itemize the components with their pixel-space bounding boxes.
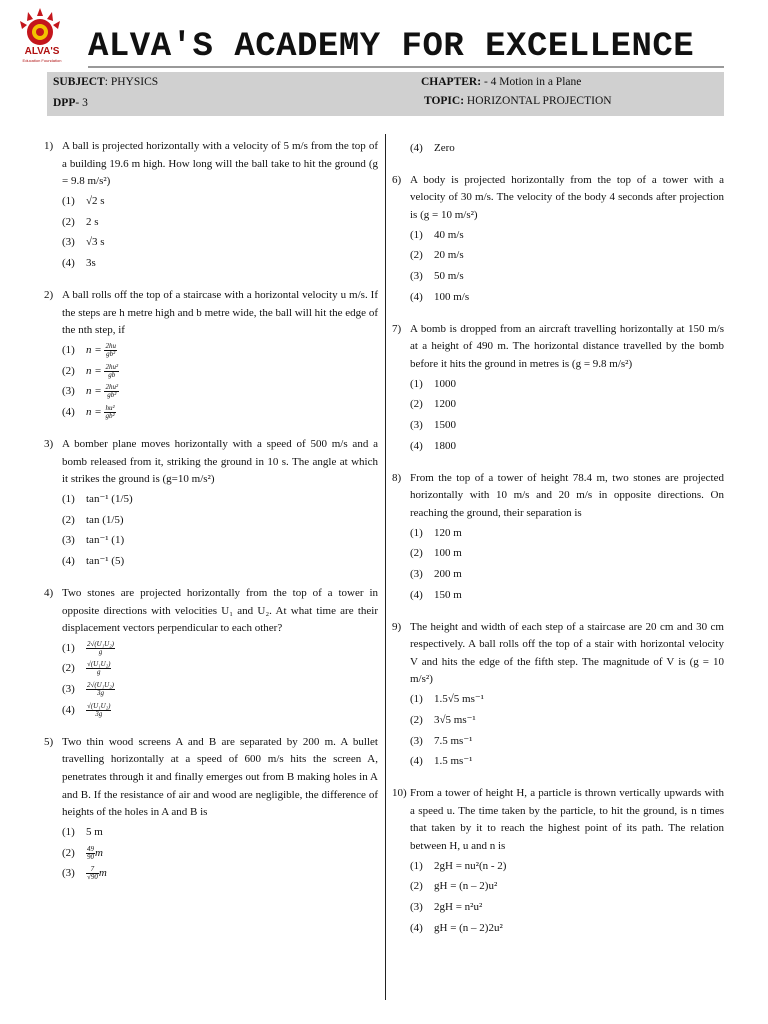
option-number: (1) <box>410 228 423 241</box>
question-block <box>392 138 724 159</box>
question-text <box>44 138 378 191</box>
option-number: (4) <box>410 290 423 303</box>
option-number: (2) <box>62 215 75 228</box>
subject-line: SUBJECT: PHYSICS <box>53 76 159 88</box>
fraction-denominator: 90 <box>87 852 94 861</box>
option-fraction <box>104 364 119 379</box>
fraction-denominator: gb² <box>106 349 116 358</box>
question-number: 7) <box>392 322 402 335</box>
question-body: The height and width of each step of a staircase are 20 cm and 30 cm respectively. A ball rolls off the top of a stair with horizontal velocity V and hits the edge of the fifth step. The magnitude of V is (g = 10 m/s²) <box>410 620 724 686</box>
question-block <box>392 470 724 606</box>
fraction-numerator: 2hu² <box>105 383 119 392</box>
option-text: tan⁻¹ (5) <box>86 555 125 568</box>
option-fraction <box>86 641 115 656</box>
option-number: (1) <box>62 343 75 356</box>
option-number: (4) <box>62 257 75 270</box>
option-item <box>392 415 724 436</box>
question-block <box>392 321 724 457</box>
option-number: (4) <box>62 406 75 419</box>
fraction-numerator: 7 <box>86 866 99 874</box>
option-item <box>44 700 378 721</box>
option-item <box>392 287 724 308</box>
page-header <box>0 0 768 120</box>
option-text: 120 m <box>434 526 462 539</box>
option-text: 2 s <box>86 215 99 228</box>
question-number: 8) <box>392 471 402 484</box>
option-number: (1) <box>410 693 423 706</box>
option-item <box>44 638 378 659</box>
option-item <box>392 710 724 731</box>
option-text: 50 m/s <box>434 270 464 283</box>
right-column <box>392 138 724 939</box>
option-item <box>392 374 724 395</box>
fraction-numerator: 2√(U₁U₂) <box>87 639 114 648</box>
question-spacer <box>392 606 724 619</box>
option-number: (3) <box>410 419 423 432</box>
title-underline <box>88 66 724 68</box>
question-text <box>392 321 724 374</box>
option-text: √3 s <box>86 236 105 249</box>
option-number: (3) <box>410 270 423 283</box>
question-number: 1) <box>44 140 54 152</box>
option-item <box>392 689 724 710</box>
option-item <box>392 266 724 287</box>
fraction-denominator: gb² <box>107 391 117 400</box>
question-block <box>44 734 378 884</box>
option-item <box>44 402 378 423</box>
option-number: (2) <box>62 662 75 675</box>
question-block <box>44 585 378 721</box>
option-number: (4) <box>410 588 423 601</box>
option-text: 200 m <box>434 568 462 581</box>
question-number: 3) <box>44 437 54 450</box>
question-body: Two stones are projected horizontally from the top of a tower in opposite directions with velocities U₁ and U₂. At what time are their displacement vectors perpendicular to each other? <box>62 586 378 635</box>
fraction-numerator: √(U₁U₂) <box>87 702 111 711</box>
option-text: n = <box>86 364 105 377</box>
option-text: 1200 <box>434 398 456 411</box>
option-text: 3√5 ms⁻¹ <box>434 713 476 726</box>
option-fraction <box>86 866 99 881</box>
question-spacer <box>44 721 378 734</box>
option-item <box>44 381 378 402</box>
option-text: tan⁻¹ (1) <box>86 534 125 547</box>
question-text <box>44 436 378 489</box>
option-text: gH = (n – 2)2u² <box>434 922 503 935</box>
option-number: (1) <box>62 194 75 207</box>
option-text: 150 m <box>434 588 462 601</box>
option-item <box>392 523 724 544</box>
question-number: 10) <box>392 787 407 800</box>
option-number: (2) <box>410 547 423 560</box>
option-item <box>44 232 378 253</box>
fraction-numerator: 49 <box>87 844 94 853</box>
info-bar <box>47 72 724 116</box>
question-number: 2) <box>44 288 54 301</box>
question-text <box>44 734 378 822</box>
option-unit: m <box>98 867 107 880</box>
option-fraction <box>86 661 111 676</box>
fraction-numerator: √(U₁U₂) <box>87 660 111 669</box>
fraction-denominator: 3g <box>96 689 104 698</box>
fraction-denominator: √90 <box>87 873 98 882</box>
option-number: (4) <box>410 922 423 935</box>
option-item <box>392 856 724 877</box>
option-text: tan (1/5) <box>86 513 124 526</box>
option-item <box>392 731 724 752</box>
question-spacer <box>44 274 378 287</box>
option-number: (2) <box>62 364 75 377</box>
question-number: 5) <box>44 735 54 748</box>
option-item <box>44 253 378 274</box>
option-text: gH = (n – 2)u² <box>434 880 498 893</box>
question-block <box>44 138 378 274</box>
option-item <box>392 225 724 246</box>
question-spacer <box>44 572 378 585</box>
option-text: 40 m/s <box>434 228 464 241</box>
option-number: (3) <box>62 236 75 249</box>
option-text: 100 m <box>434 547 462 560</box>
option-item <box>44 863 378 884</box>
option-item <box>392 138 724 159</box>
option-text: √2 s <box>86 194 105 207</box>
option-text: n = <box>86 343 105 356</box>
option-text: 20 m/s <box>434 249 464 262</box>
option-fraction <box>86 846 95 861</box>
option-text: Zero <box>434 142 455 154</box>
option-number: (1) <box>410 859 423 872</box>
question-body: From a tower of height H, a particle is thrown vertically upwards with a speed u. The time taken by the particle, to hit the ground, is n times that taken by it to reach the highest point of its path. The relation between H, u and n is <box>410 787 724 853</box>
question-body: Two thin wood screens A and B are separated by 200 m. A bullet travelling horizontally at a speed of 600 m/s hits the screen A, penetrates through it and finally emerges out from B making holes in A and B. If the resistance of air and wood are negligible, the difference of heights of the holes in A and B is <box>62 735 378 819</box>
question-spacer <box>392 772 724 785</box>
option-text: 1.5 ms⁻¹ <box>434 755 473 768</box>
logo-text: ALVA'S <box>24 46 60 57</box>
option-text: 1800 <box>434 439 456 452</box>
option-item <box>44 361 378 382</box>
option-fraction <box>104 384 119 399</box>
option-item <box>44 510 378 531</box>
fraction-denominator: gb² <box>105 412 115 421</box>
option-number: (4) <box>62 704 75 717</box>
option-text: n = <box>86 406 105 419</box>
question-text <box>392 785 724 855</box>
page-title: ALVA'S ACADEMY FOR EXCELLENCE <box>88 28 695 66</box>
question-block <box>392 619 724 773</box>
question-text <box>392 172 724 225</box>
logo-subtitle: Education Foundation <box>22 58 62 63</box>
option-number: (2) <box>410 249 423 262</box>
fraction-numerator: hu² <box>105 404 115 413</box>
question-body: From the top of a tower of height 78.4 m, two stones are projected horizontally with 10 m/s and 20 m/s in opposite directions. On reaching the ground, their separation is <box>410 471 724 519</box>
fraction-numerator: 2hu² <box>105 362 119 371</box>
option-item <box>44 843 378 864</box>
option-number: (4) <box>410 142 423 154</box>
fraction-denominator: g <box>98 647 103 656</box>
option-number: (2) <box>62 846 75 859</box>
option-number: (3) <box>62 385 75 398</box>
option-item <box>44 530 378 551</box>
option-item <box>44 212 378 233</box>
option-item <box>44 679 378 700</box>
option-text: 2gH = nu²(n - 2) <box>434 859 507 872</box>
option-fraction <box>86 682 115 697</box>
option-number: (1) <box>62 825 75 838</box>
question-spacer <box>392 308 724 321</box>
question-spacer <box>392 159 724 172</box>
option-text: 2gH = n²u² <box>434 901 483 914</box>
option-item <box>44 551 378 572</box>
option-unit: m <box>95 846 103 859</box>
option-number: (3) <box>62 867 75 880</box>
question-body: A ball is projected horizontally with a velocity of 5 m/s from the top of a building 19.6 m high. How long will the ball take to hit the ground (g = 9.8 m/s²) <box>62 140 378 188</box>
option-fraction <box>104 343 117 358</box>
option-item <box>44 822 378 843</box>
question-spacer <box>392 457 724 470</box>
option-item <box>44 191 378 212</box>
question-text <box>392 619 724 689</box>
option-item <box>44 658 378 679</box>
question-body: A bomb is dropped from an aircraft travelling horizontally at 150 m/s at a height of 490 m. The horizontal distance travelled by the bomb before it hits the ground in metres is (g = 9.8 m/s²) <box>410 322 724 370</box>
option-number: (1) <box>62 641 75 654</box>
option-item <box>392 394 724 415</box>
option-number: (2) <box>410 398 423 411</box>
question-body: A ball rolls off the top of a staircase with a horizontal velocity u m/s. If the steps are h metre high and b metre wide, the ball will hit the edge of the nth step, if <box>62 288 378 337</box>
option-item <box>392 564 724 585</box>
option-number: (2) <box>410 880 423 893</box>
option-number: (3) <box>410 734 423 747</box>
option-fraction <box>104 405 115 420</box>
fraction-denominator: 3g <box>95 710 103 719</box>
chapter-line: CHAPTER: - 4 Motion in a Plane <box>421 76 582 88</box>
question-block <box>44 436 378 572</box>
fraction-numerator: 2√(U₁U₂) <box>87 681 114 690</box>
column-divider <box>385 134 386 1000</box>
option-number: (1) <box>62 492 75 505</box>
option-text: 1500 <box>434 419 456 432</box>
option-text: 100 m/s <box>434 290 470 303</box>
option-text: 3s <box>86 257 96 270</box>
question-number: 4) <box>44 586 54 599</box>
option-item <box>392 543 724 564</box>
option-number: (3) <box>62 534 75 547</box>
option-item <box>392 918 724 939</box>
option-number: (1) <box>410 526 423 539</box>
left-column <box>44 138 378 884</box>
fraction-denominator: gb <box>108 370 116 379</box>
question-text <box>392 470 724 523</box>
option-number: (2) <box>62 513 75 526</box>
option-item <box>392 245 724 266</box>
option-text: 1.5√5 ms⁻¹ <box>434 693 484 706</box>
option-fraction <box>86 703 111 718</box>
question-body: A bomber plane moves horizontally with a speed of 500 m/s and a bomb released from it, striking the ground in 10 s. The angle at which it strikes the ground is (g=10 m/s²) <box>62 437 378 486</box>
question-number: 6) <box>392 173 402 186</box>
option-number: (1) <box>410 377 423 390</box>
option-item <box>44 340 378 361</box>
option-item <box>44 489 378 510</box>
option-number: (3) <box>410 568 423 581</box>
question-body: A body is projected horizontally from the top of a tower with a velocity of 30 m/s. The velocity of the body 4 seconds after projection is (g = 10 m/s²) <box>410 173 724 221</box>
option-item <box>392 751 724 772</box>
topic-line: TOPIC: HORIZONTAL PROJECTION <box>424 95 612 107</box>
option-text: n = <box>86 385 105 398</box>
option-number: (4) <box>62 555 75 568</box>
option-text: 1000 <box>434 377 456 390</box>
question-text <box>44 287 378 340</box>
question-text <box>44 585 378 638</box>
fraction-numerator: 2hu <box>105 341 116 350</box>
option-item <box>392 897 724 918</box>
question-number: 9) <box>392 620 402 633</box>
option-number: (3) <box>62 683 75 696</box>
question-spacer <box>44 423 378 436</box>
option-item <box>392 876 724 897</box>
fraction-denominator: g <box>96 668 101 677</box>
option-number: (3) <box>410 901 423 914</box>
question-block <box>44 287 378 423</box>
option-number: (4) <box>410 439 423 452</box>
question-block <box>392 785 724 939</box>
option-number: (2) <box>410 713 423 726</box>
dpp-line: DPP- 3 <box>53 97 88 109</box>
option-text: tan⁻¹ (1/5) <box>86 492 133 505</box>
option-item <box>392 436 724 457</box>
option-text: 7.5 ms⁻¹ <box>434 734 473 747</box>
question-block <box>392 172 724 308</box>
option-text: 5 m <box>86 825 103 838</box>
option-number: (4) <box>410 755 423 768</box>
option-item <box>392 585 724 606</box>
